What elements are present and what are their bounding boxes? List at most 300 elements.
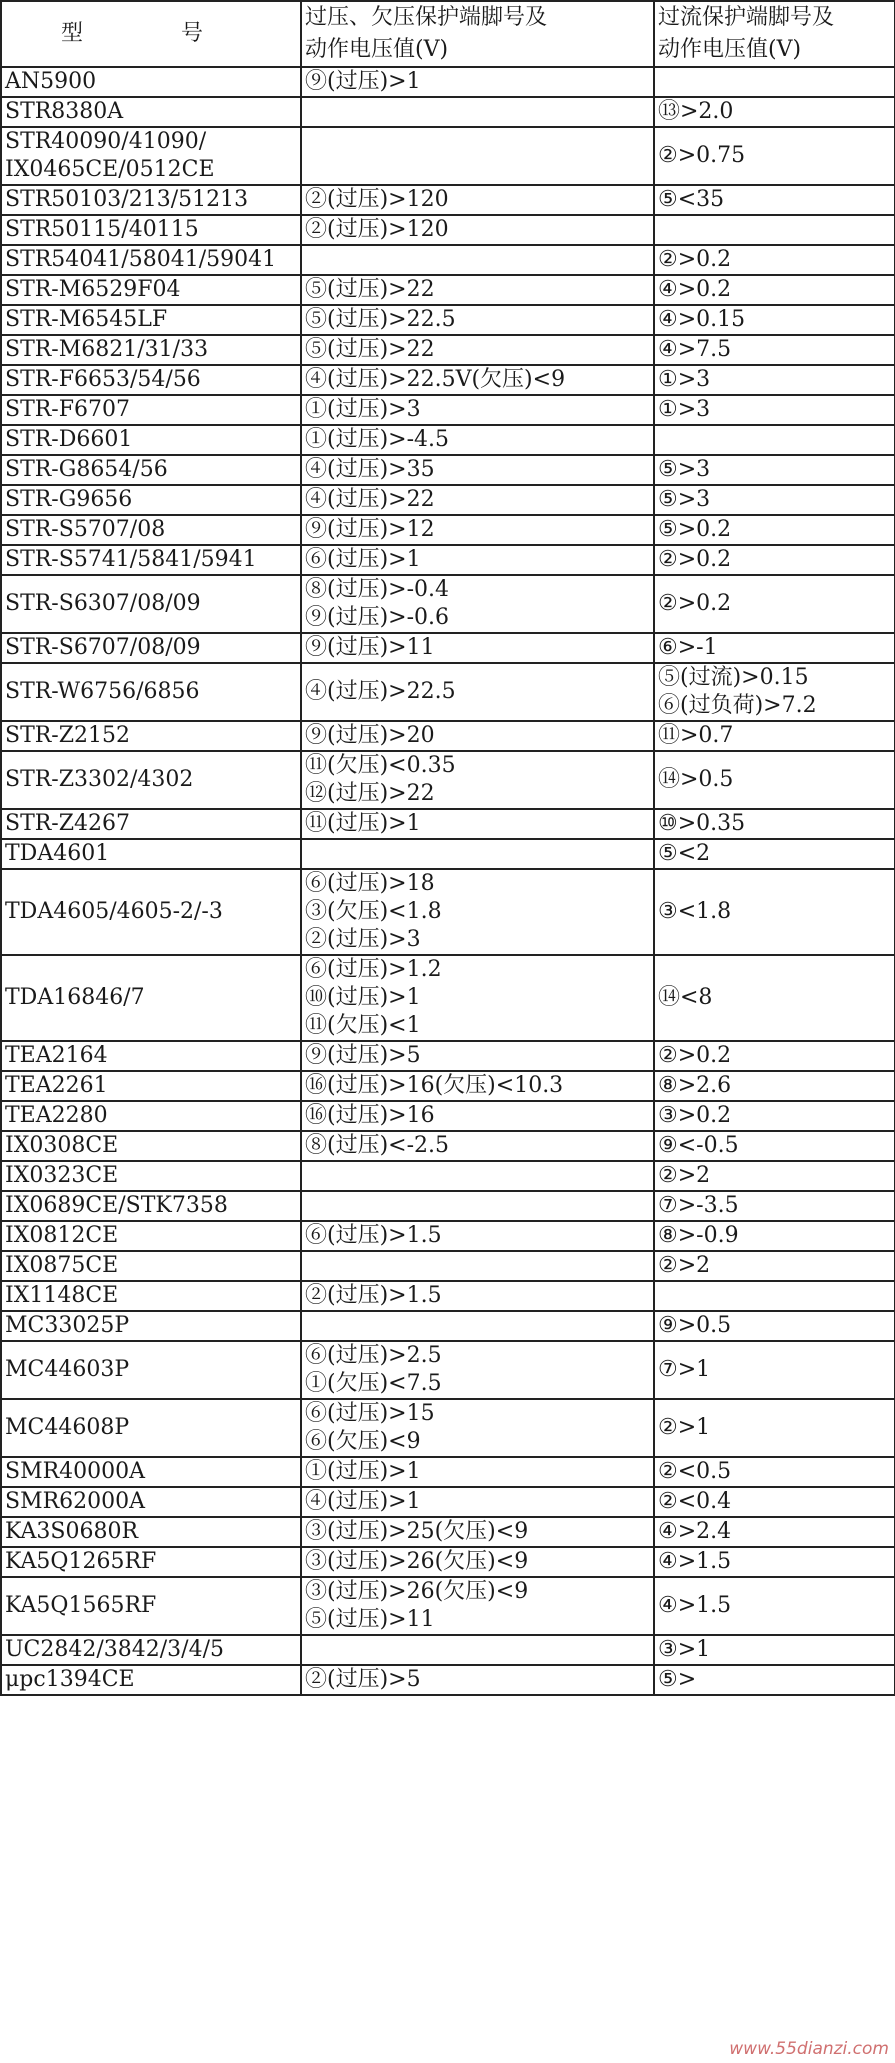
cell-text: ⑥(过压)>18 [305, 871, 435, 896]
table-row [1, 395, 895, 425]
table-row [1, 335, 895, 365]
cell-text: TDA16846/7 [5, 985, 145, 1010]
header-text: 过流保护端脚号及 [658, 5, 835, 30]
cell-text: ④>1.5 [658, 1549, 732, 1574]
cell-text: ⑬>2.0 [658, 99, 734, 124]
table-row [1, 869, 895, 955]
overvoltage-cell [301, 67, 654, 97]
overvoltage-cell [301, 455, 654, 485]
header-text: 型 号 [60, 21, 241, 46]
cell-text: SMR62000A [5, 1489, 146, 1514]
header-overcurrent [654, 1, 895, 67]
overvoltage-cell [301, 1161, 654, 1191]
cell-text: ⑥(过压)>1.2 [305, 957, 442, 982]
cell-text: ⑦>-3.5 [658, 1193, 739, 1218]
table-row [1, 185, 895, 215]
cell-text: ③(过压)>26(欠压)<9 [305, 1549, 529, 1574]
model-cell [1, 721, 301, 751]
overcurrent-cell [654, 1281, 895, 1311]
table-row [1, 305, 895, 335]
cell-text: ⑥(过压)>15 [305, 1401, 435, 1426]
overcurrent-cell [654, 1221, 895, 1251]
cell-text: IX1148CE [5, 1283, 119, 1308]
cell-text: ⑤>3 [658, 457, 711, 482]
header-text: 过压、欠压保护端脚号及 [305, 5, 548, 30]
overvoltage-cell [301, 1487, 654, 1517]
overcurrent-cell [654, 395, 895, 425]
cell-text: ⑫(过压)>22 [305, 781, 435, 806]
cell-text: ③>1 [658, 1637, 711, 1662]
cell-text: ①(欠压)<7.5 [305, 1371, 442, 1396]
model-cell [1, 215, 301, 245]
header-row [1, 1, 895, 67]
model-cell [1, 67, 301, 97]
cell-text: ④(过压)>22.5 [305, 679, 456, 704]
table-row [1, 1635, 895, 1665]
header-text: 动作电压值(V) [305, 37, 449, 62]
table-row [1, 751, 895, 809]
overcurrent-cell [654, 365, 895, 395]
table-row [1, 1101, 895, 1131]
model-cell [1, 97, 301, 127]
overvoltage-cell [301, 1131, 654, 1161]
overcurrent-cell [654, 869, 895, 955]
table-row [1, 1665, 895, 1695]
cell-text: IX0323CE [5, 1163, 119, 1188]
overvoltage-cell [301, 1221, 654, 1251]
overcurrent-cell [654, 335, 895, 365]
model-cell [1, 1281, 301, 1311]
table-row [1, 1341, 895, 1399]
model-cell [1, 1101, 301, 1131]
overvoltage-cell [301, 365, 654, 395]
cell-text: STR-G9656 [5, 487, 133, 512]
cell-text: ⑧(过压)<-2.5 [305, 1133, 450, 1158]
model-cell [1, 425, 301, 455]
cell-text: STR40090/41090/ [5, 129, 207, 154]
cell-text: MC44603P [5, 1357, 130, 1382]
overcurrent-cell [654, 1251, 895, 1281]
cell-text: ⑤>3 [658, 487, 711, 512]
cell-text: ②(过压)>3 [305, 927, 421, 952]
cell-text: SMR40000A [5, 1459, 146, 1484]
overvoltage-cell [301, 809, 654, 839]
model-cell [1, 455, 301, 485]
cell-text: ⑤(过流)>0.15 [658, 665, 809, 690]
model-cell [1, 1131, 301, 1161]
model-cell [1, 1041, 301, 1071]
overvoltage-cell [301, 1071, 654, 1101]
model-cell [1, 633, 301, 663]
table-row [1, 245, 895, 275]
cell-text: ⑤(过压)>11 [305, 1607, 435, 1632]
table-row [1, 721, 895, 751]
overvoltage-cell [301, 575, 654, 633]
overvoltage-cell [301, 515, 654, 545]
overcurrent-cell [654, 1161, 895, 1191]
cell-text: ⑤(过压)>22 [305, 277, 435, 302]
overvoltage-cell [301, 545, 654, 575]
cell-text: ③(过压)>25(欠压)<9 [305, 1519, 529, 1544]
cell-text: ⑤>0.2 [658, 517, 732, 542]
overvoltage-cell [301, 869, 654, 955]
model-cell [1, 127, 301, 185]
model-cell [1, 1399, 301, 1457]
cell-text: ⑧>-0.9 [658, 1223, 739, 1248]
cell-text: ①(过压)>1 [305, 1459, 421, 1484]
cell-text: ②>1 [658, 1415, 711, 1440]
cell-text: ⑤(过压)>22 [305, 337, 435, 362]
overcurrent-cell [654, 1665, 895, 1695]
cell-text: STR-F6707 [5, 397, 130, 422]
overcurrent-cell [654, 1457, 895, 1487]
model-cell [1, 485, 301, 515]
cell-text: ②>0.2 [658, 1043, 732, 1068]
table-row [1, 1577, 895, 1635]
cell-text: ④>0.2 [658, 277, 732, 302]
cell-text: KA5Q1265RF [5, 1549, 157, 1574]
table-row [1, 839, 895, 869]
cell-text: ⑥(过压)>1.5 [305, 1223, 442, 1248]
cell-text: ③>0.2 [658, 1103, 732, 1128]
overvoltage-cell [301, 1547, 654, 1577]
cell-text: MC44608P [5, 1415, 130, 1440]
cell-text: ②(过压)>5 [305, 1667, 421, 1692]
overvoltage-cell [301, 97, 654, 127]
overvoltage-cell [301, 335, 654, 365]
cell-text: TEA2164 [5, 1043, 108, 1068]
model-cell [1, 1341, 301, 1399]
cell-text: ⑧>2.6 [658, 1073, 732, 1098]
overcurrent-cell [654, 1635, 895, 1665]
model-cell [1, 365, 301, 395]
overvoltage-cell [301, 955, 654, 1041]
cell-text: STR-M6545LF [5, 307, 168, 332]
cell-text: ②<0.5 [658, 1459, 732, 1484]
cell-text: ②>0.2 [658, 591, 732, 616]
overcurrent-cell [654, 1191, 895, 1221]
cell-text: STR-W6756/6856 [5, 679, 200, 704]
cell-text: STR-M6821/31/33 [5, 337, 209, 362]
overvoltage-cell [301, 1251, 654, 1281]
cell-text: ⑨<-0.5 [658, 1133, 739, 1158]
cell-text: STR-S5741/5841/5941 [5, 547, 257, 572]
overvoltage-cell [301, 633, 654, 663]
cell-text: ④(过压)>22 [305, 487, 435, 512]
cell-text: ⑨(过压)>11 [305, 635, 435, 660]
cell-text: STR50115/40115 [5, 217, 199, 242]
cell-text: TEA2261 [5, 1073, 108, 1098]
cell-text: ②>2 [658, 1253, 711, 1278]
overcurrent-cell [654, 1547, 895, 1577]
overvoltage-cell [301, 1577, 654, 1635]
table-row [1, 215, 895, 245]
overcurrent-cell [654, 1071, 895, 1101]
cell-text: ⑤(过压)>22.5 [305, 307, 456, 332]
header-model [1, 1, 301, 67]
table-row [1, 365, 895, 395]
model-cell [1, 335, 301, 365]
model-cell [1, 1251, 301, 1281]
overvoltage-cell [301, 1399, 654, 1457]
cell-text: ⑯(过压)>16 [305, 1103, 435, 1128]
cell-text: ⑩>0.35 [658, 811, 746, 836]
cell-text: ①>3 [658, 397, 711, 422]
cell-text: TDA4605/4605-2/-3 [5, 899, 223, 924]
cell-text: ⑥(过负荷)>7.2 [658, 693, 817, 718]
overcurrent-cell [654, 955, 895, 1041]
overvoltage-cell [301, 663, 654, 721]
cell-text: MC33025P [5, 1313, 130, 1338]
model-cell [1, 575, 301, 633]
cell-text: KA3S0680R [5, 1519, 139, 1544]
cell-text: ⑧(过压)>-0.4 [305, 577, 450, 602]
overcurrent-cell [654, 245, 895, 275]
cell-text: UC2842/3842/3/4/5 [5, 1637, 224, 1662]
overvoltage-cell [301, 1635, 654, 1665]
model-cell [1, 955, 301, 1041]
cell-text: ⑭>0.5 [658, 767, 734, 792]
cell-text: ⑤<35 [658, 187, 725, 212]
table-row [1, 1311, 895, 1341]
overcurrent-cell [654, 839, 895, 869]
cell-text: STR-G8654/56 [5, 457, 168, 482]
cell-text: ⑤> [658, 1667, 697, 1692]
overcurrent-cell [654, 275, 895, 305]
overvoltage-cell [301, 1101, 654, 1131]
cell-text: ④>0.15 [658, 307, 746, 332]
table-row [1, 485, 895, 515]
cell-text: STR-S6307/08/09 [5, 591, 201, 616]
cell-text: ⑨(过压)>20 [305, 723, 435, 748]
cell-text: ③(过压)>26(欠压)<9 [305, 1579, 529, 1604]
overvoltage-cell [301, 1457, 654, 1487]
cell-text: ②>2 [658, 1163, 711, 1188]
cell-text: ⑪>0.7 [658, 723, 734, 748]
overcurrent-cell [654, 485, 895, 515]
overcurrent-cell [654, 425, 895, 455]
cell-text: STR54041/58041/59041 [5, 247, 277, 272]
model-cell [1, 839, 301, 869]
overcurrent-cell [654, 97, 895, 127]
cell-text: ⑩(过压)>1 [305, 985, 421, 1010]
table-row [1, 97, 895, 127]
overvoltage-cell [301, 1665, 654, 1695]
overvoltage-cell [301, 1517, 654, 1547]
table-row [1, 515, 895, 545]
table-row [1, 1251, 895, 1281]
model-cell [1, 305, 301, 335]
cell-text: ⑥>-1 [658, 635, 718, 660]
model-cell [1, 1161, 301, 1191]
overvoltage-cell [301, 395, 654, 425]
table-row [1, 809, 895, 839]
cell-text: ④(过压)>35 [305, 457, 435, 482]
overvoltage-cell [301, 275, 654, 305]
overcurrent-cell [654, 215, 895, 245]
table-row [1, 1517, 895, 1547]
model-cell [1, 869, 301, 955]
overcurrent-cell [654, 721, 895, 751]
model-cell [1, 1665, 301, 1695]
overcurrent-cell [654, 127, 895, 185]
cell-text: STR-S6707/08/09 [5, 635, 201, 660]
model-cell [1, 245, 301, 275]
table-row [1, 1041, 895, 1071]
table-row [1, 663, 895, 721]
cell-text: ⑦>1 [658, 1357, 711, 1382]
overcurrent-cell [654, 809, 895, 839]
cell-text: ⑪(欠压)<1 [305, 1013, 421, 1038]
overvoltage-cell [301, 1041, 654, 1071]
cell-text: IX0465CE/0512CE [5, 157, 215, 182]
cell-text: ③<1.8 [658, 899, 732, 924]
table-row [1, 1191, 895, 1221]
model-cell [1, 1071, 301, 1101]
overcurrent-cell [654, 305, 895, 335]
overcurrent-cell [654, 575, 895, 633]
cell-text: ②>0.2 [658, 247, 732, 272]
header-overvoltage [301, 1, 654, 67]
cell-text: IX0812CE [5, 1223, 119, 1248]
overvoltage-cell [301, 721, 654, 751]
model-cell [1, 1221, 301, 1251]
table-row [1, 1131, 895, 1161]
table-row [1, 127, 895, 185]
cell-text: AN5900 [5, 69, 97, 94]
overvoltage-cell [301, 305, 654, 335]
cell-text: STR-Z3302/4302 [5, 767, 194, 792]
cell-text: IX0689CE/STK7358 [5, 1193, 228, 1218]
overvoltage-cell [301, 215, 654, 245]
model-cell [1, 663, 301, 721]
overcurrent-cell [654, 1131, 895, 1161]
overvoltage-cell [301, 839, 654, 869]
overcurrent-cell [654, 1311, 895, 1341]
overcurrent-cell [654, 663, 895, 721]
overcurrent-cell [654, 1487, 895, 1517]
overcurrent-cell [654, 633, 895, 663]
cell-text: ②(过压)>1.5 [305, 1283, 442, 1308]
model-cell [1, 1487, 301, 1517]
table-row [1, 1487, 895, 1517]
model-cell [1, 1517, 301, 1547]
overvoltage-cell [301, 751, 654, 809]
cell-text: ⑤<2 [658, 841, 711, 866]
model-cell [1, 1311, 301, 1341]
table-row [1, 1281, 895, 1311]
cell-text: ①(过压)>3 [305, 397, 421, 422]
overcurrent-cell [654, 515, 895, 545]
cell-text: STR-Z2152 [5, 723, 131, 748]
overvoltage-cell [301, 1281, 654, 1311]
cell-text: STR-M6529F04 [5, 277, 181, 302]
table-row [1, 1161, 895, 1191]
cell-text: ④(过压)>22.5V(欠压)<9 [305, 367, 566, 392]
cell-text: ⑨(过压)>1 [305, 69, 421, 94]
table-row [1, 1547, 895, 1577]
cell-text: ①(过压)>-4.5 [305, 427, 450, 452]
table-row [1, 67, 895, 97]
overcurrent-cell [654, 1041, 895, 1071]
model-cell [1, 751, 301, 809]
overcurrent-cell [654, 1341, 895, 1399]
cell-text: STR50103/213/51213 [5, 187, 249, 212]
table-row [1, 955, 895, 1041]
model-cell [1, 185, 301, 215]
cell-text: ⑨(过压)>-0.6 [305, 605, 450, 630]
model-cell [1, 1577, 301, 1635]
table-row [1, 1221, 895, 1251]
cell-text: ⑨>0.5 [658, 1313, 732, 1338]
cell-text: ⑨(过压)>5 [305, 1043, 421, 1068]
cell-text: ④>7.5 [658, 337, 732, 362]
cell-text: STR8380A [5, 99, 124, 124]
overvoltage-cell [301, 127, 654, 185]
cell-text: ⑯(过压)>16(欠压)<10.3 [305, 1073, 564, 1098]
table-row [1, 575, 895, 633]
cell-text: ②>0.75 [658, 143, 746, 168]
overcurrent-cell [654, 67, 895, 97]
cell-text: ②(过压)>120 [305, 217, 449, 242]
overcurrent-cell [654, 1101, 895, 1131]
cell-text: ⑨(过压)>12 [305, 517, 435, 542]
table-row [1, 633, 895, 663]
cell-text: ②>0.2 [658, 547, 732, 572]
model-cell [1, 545, 301, 575]
table-row [1, 1457, 895, 1487]
cell-text: TDA4601 [5, 841, 110, 866]
table-row [1, 1399, 895, 1457]
table-body [1, 67, 895, 1695]
cell-text: IX0308CE [5, 1133, 119, 1158]
model-cell [1, 395, 301, 425]
cell-text: STR-S5707/08 [5, 517, 166, 542]
model-cell [1, 1547, 301, 1577]
cell-text: ⑭<8 [658, 985, 713, 1010]
cell-text: IX0875CE [5, 1253, 119, 1278]
cell-text: ②(过压)>120 [305, 187, 449, 212]
table-row [1, 275, 895, 305]
table-row [1, 425, 895, 455]
model-cell [1, 1191, 301, 1221]
cell-text: ④(过压)>1 [305, 1489, 421, 1514]
overcurrent-cell [654, 1577, 895, 1635]
overcurrent-cell [654, 545, 895, 575]
cell-text: KA5Q1565RF [5, 1593, 157, 1618]
table-row [1, 455, 895, 485]
cell-text: STR-F6653/54/56 [5, 367, 201, 392]
overvoltage-cell [301, 245, 654, 275]
overvoltage-cell [301, 1311, 654, 1341]
cell-text: ⑪(欠压)<0.35 [305, 753, 456, 778]
overcurrent-cell [654, 185, 895, 215]
model-cell [1, 1457, 301, 1487]
table-row [1, 1071, 895, 1101]
overvoltage-cell [301, 1191, 654, 1221]
cell-text: ④>1.5 [658, 1593, 732, 1618]
cell-text: STR-Z4267 [5, 811, 131, 836]
watermark: www.55dianzi.com [729, 2039, 889, 2059]
cell-text: ⑥(欠压)<9 [305, 1429, 421, 1454]
table-row [1, 545, 895, 575]
overvoltage-cell [301, 485, 654, 515]
cell-text: ⑥(过压)>2.5 [305, 1343, 442, 1368]
cell-text: ④>2.4 [658, 1519, 732, 1544]
overcurrent-cell [654, 1399, 895, 1457]
cell-text: ②<0.4 [658, 1489, 732, 1514]
cell-text: TEA2280 [5, 1103, 108, 1128]
